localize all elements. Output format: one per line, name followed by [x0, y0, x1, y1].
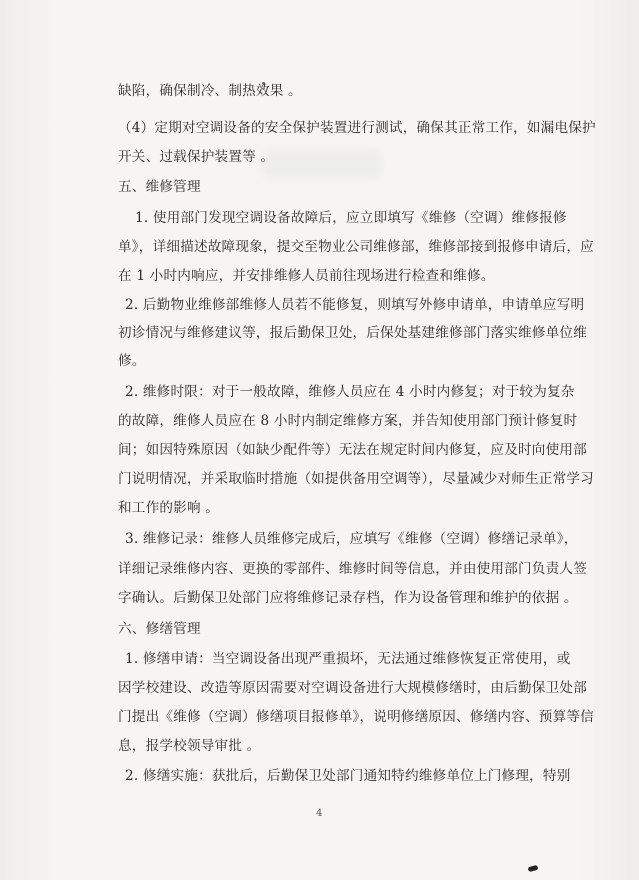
- text-line: 单》，详细描述故障现象，提交至物业公司维修部，维修部接到报修申请后，应: [118, 239, 594, 255]
- text-line: 缺陷，确保制冷、制热效果 。: [118, 83, 302, 99]
- text-line: 因学校建设、改造等原因需要对空调设备进行大规模修缮时，由后勤保卫处部: [118, 680, 587, 696]
- section-heading: 六、修缮管理: [118, 621, 201, 637]
- page-number: 4: [316, 808, 323, 819]
- text-line: 间；如因特殊原因（如缺少配件等）无法在规定时间内修复，应及时向使用部: [118, 442, 587, 458]
- text-line: 息，报学校领导审批 。: [118, 738, 261, 754]
- text-line: 在 1 小时内响应，并安排维修人员前往现场进行检查和维修。: [118, 268, 495, 284]
- text-line: 的故障，维修人员应在 8 小时内制定维修方案，并告知使用部门预计修复时: [118, 413, 578, 429]
- text-line: 1. 使用部门发现空调设备故障后，应立即填写《维修（空调）维修报修: [135, 210, 567, 226]
- text-line: 2. 后勤物业维修部维修人员若不能修复，则填写外修申请单，申请单应写明: [125, 297, 585, 313]
- scan-mark: [528, 865, 539, 872]
- text-line: 1. 修缮申请：当空调设备出现严重损坏，无法通过维修恢复正常使用，或: [125, 651, 571, 667]
- text-line: 门提出《维修（空调）修缮项目报修单》，说明修缮原因、修缮内容、预算等信: [118, 709, 594, 725]
- text-line: 修。: [118, 353, 146, 369]
- section-heading: 五、维修管理: [118, 179, 201, 195]
- scan-smudge: [262, 150, 382, 178]
- text-line: 详细记录维修内容、更换的零部件、维修时间等信息，并由使用部门负责人签: [118, 561, 587, 577]
- text-line: 2. 修缮实施：获批后，后勤保卫处部门通知特约维修单位上门修理，特别: [125, 768, 571, 784]
- text-line: 初诊情况与维修建议等，报后勤保卫处，后保处基建维修部门落实维修单位维: [118, 325, 587, 341]
- text-line: 3. 维修记录：维修人员维修完成后，应填写《维修（空调）修缮记录单》，: [125, 531, 578, 547]
- text-line: 2. 维修时限：对于一般故障，维修人员应在 4 小时内修复；对于较为复杂: [125, 384, 575, 400]
- text-line: 和工作的影响 。: [118, 500, 220, 516]
- text-line: 字确认。后勤保卫处部门应将维修记录存档，作为设备管理和维护的依据 。: [118, 590, 578, 606]
- text-line: （4）定期对空调设备的安全保护装置进行测试，确保其正常工作，如漏电保护: [118, 120, 596, 136]
- text-line: 开关、过载保护装置等 。: [118, 149, 275, 165]
- text-line: 门说明情况，并采取临时措施（如提供备用空调等），尽量减少对师生正常学习: [118, 471, 594, 487]
